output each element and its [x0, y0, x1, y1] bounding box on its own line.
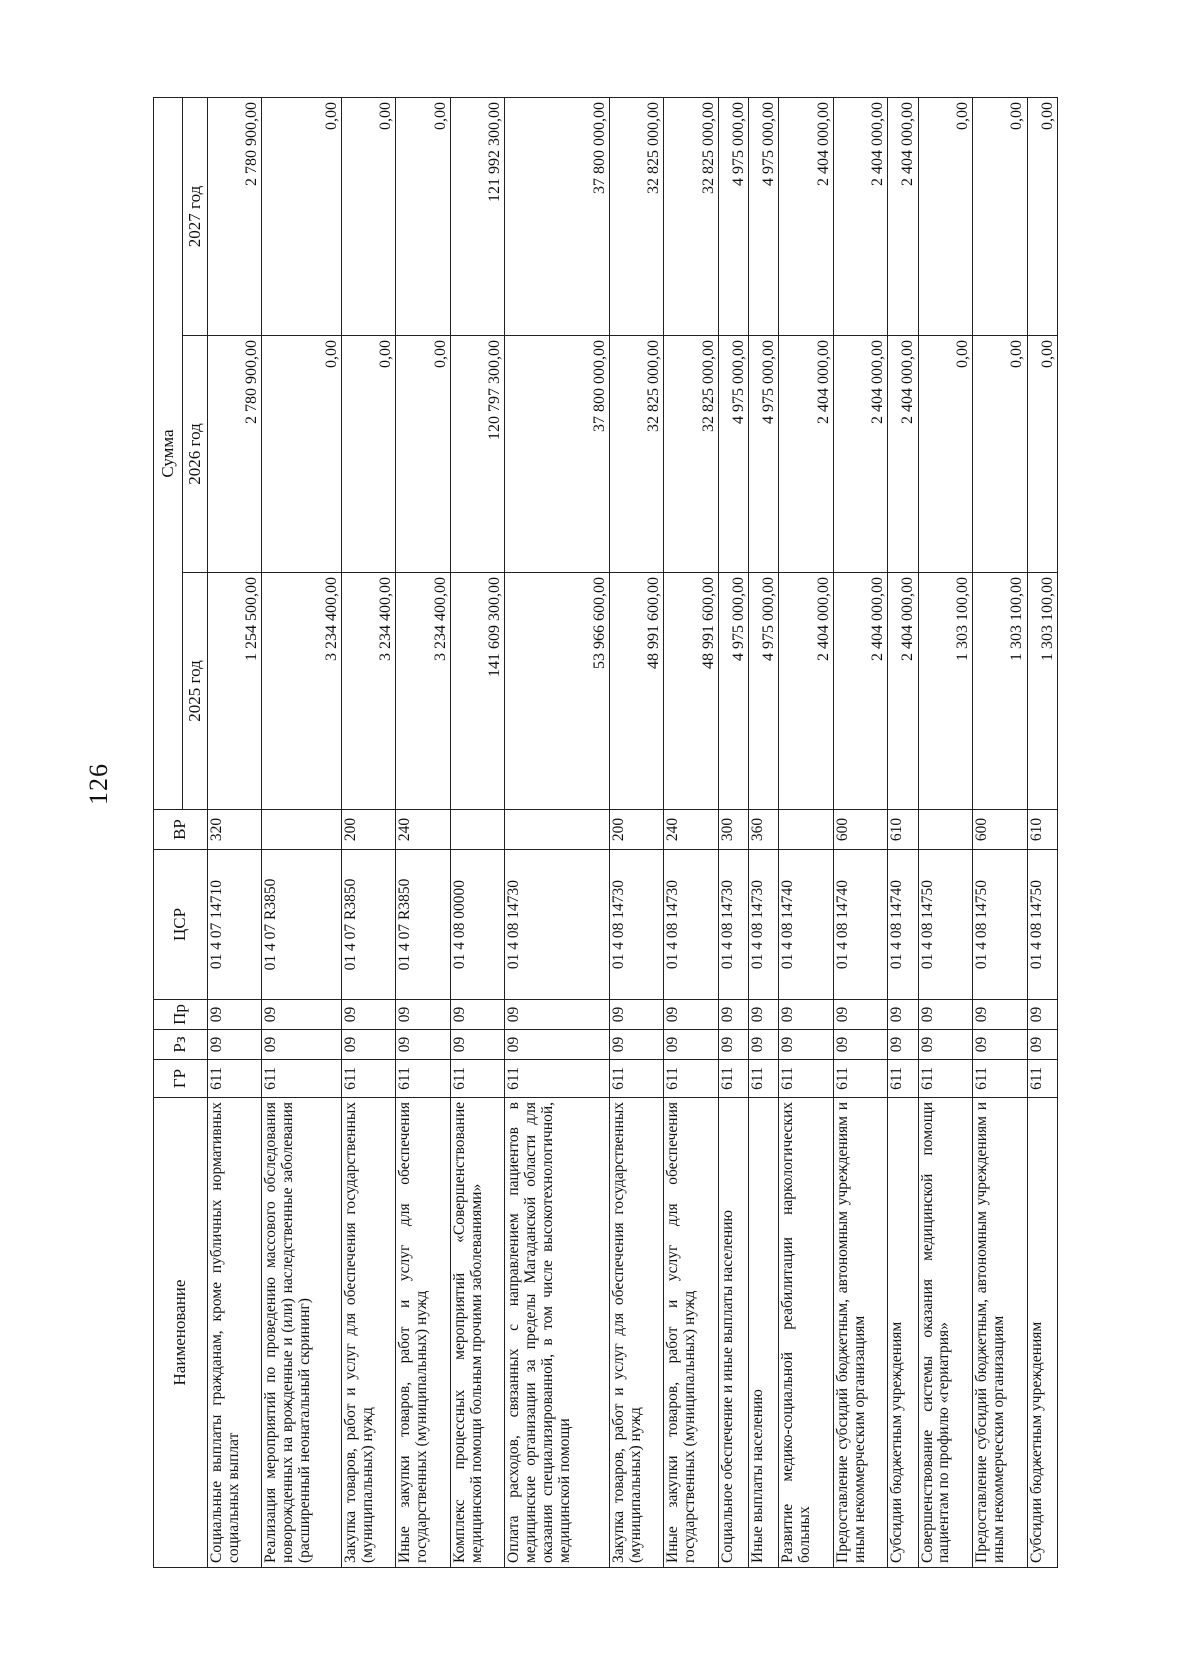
- cell-gr: 611: [664, 1060, 718, 1098]
- budget-table: [153, 97, 1058, 1568]
- cell-gr: 611: [749, 1060, 779, 1098]
- table-row: [749, 98, 779, 1568]
- cell-2027: 0,00: [973, 98, 1027, 336]
- table-row: [609, 98, 663, 1568]
- cell-name: Иные закупки товаров, работ и услуг для обеспечения государственных (муниципальных) нужд: [396, 1098, 450, 1568]
- cell-pr: 09: [505, 1000, 609, 1030]
- cell-2027: 2 780 900,00: [208, 98, 262, 336]
- cell-csr: 01 4 07 14710: [208, 850, 262, 1000]
- cell-gr: 611: [888, 1060, 918, 1098]
- cell-rz: 09: [918, 1030, 972, 1060]
- table-row: [718, 98, 748, 1568]
- cell-rz: 09: [888, 1030, 918, 1060]
- header-gr: ГР: [154, 1060, 208, 1098]
- cell-2027: 0,00: [1027, 98, 1057, 336]
- cell-vr: 200: [341, 810, 395, 850]
- cell-2025: 53 966 600,00: [505, 573, 609, 810]
- cell-rz: 09: [973, 1030, 1027, 1060]
- cell-name: Иные выплаты населению: [749, 1098, 779, 1568]
- rotated-page-content: [153, 98, 1058, 1568]
- header-csr: ЦСР: [154, 850, 208, 1000]
- cell-2025: 3 234 400,00: [396, 573, 450, 810]
- table-row: [341, 98, 395, 1568]
- table-body: [208, 98, 1058, 1568]
- cell-2027: 4 975 000,00: [718, 98, 748, 336]
- cell-rz: 09: [450, 1030, 504, 1060]
- table-row: [833, 98, 887, 1568]
- cell-name: Совершенствование системы оказания медицинской помощи пациентам по профилю «гериатрия»: [918, 1098, 972, 1568]
- cell-csr: 01 4 08 14740: [833, 850, 887, 1000]
- table-row: [779, 98, 833, 1568]
- cell-pr: 09: [718, 1000, 748, 1030]
- header-2027: 2027 год: [183, 98, 208, 336]
- cell-rz: 09: [749, 1030, 779, 1060]
- cell-csr: 01 4 07 R3850: [262, 850, 341, 1000]
- cell-name: Предоставление субсидий бюджетным, автономным учреждениям и иным некоммерческим организациям: [973, 1098, 1027, 1568]
- cell-2027: 2 404 000,00: [888, 98, 918, 336]
- cell-name: Развитие медико-социальной реабилитации наркологических больных: [779, 1098, 833, 1568]
- cell-name: Иные закупки товаров, работ и услуг для обеспечения государственных (муниципальных) нужд: [664, 1098, 718, 1568]
- cell-gr: 611: [918, 1060, 972, 1098]
- cell-2027: 0,00: [396, 98, 450, 336]
- cell-2025: 3 234 400,00: [262, 573, 341, 810]
- cell-2026: 0,00: [341, 336, 395, 573]
- table-row: [262, 98, 341, 1568]
- cell-vr: [918, 810, 972, 850]
- cell-pr: 09: [779, 1000, 833, 1030]
- cell-csr: 01 4 07 R3850: [396, 850, 450, 1000]
- cell-2025: 1 303 100,00: [1027, 573, 1057, 810]
- table-header-row: [154, 98, 183, 1568]
- cell-rz: 09: [609, 1030, 663, 1060]
- cell-pr: 09: [341, 1000, 395, 1030]
- cell-rz: 09: [505, 1030, 609, 1060]
- cell-csr: 01 4 08 14740: [779, 850, 833, 1000]
- cell-name: Закупка товаров, работ и услуг для обеспечения государственных (муниципальных) нужд: [609, 1098, 663, 1568]
- cell-2025: 48 991 600,00: [664, 573, 718, 810]
- cell-csr: 01 4 07 R3850: [341, 850, 395, 1000]
- cell-gr: 611: [973, 1060, 1027, 1098]
- header-pr: Пр: [154, 1000, 208, 1030]
- cell-pr: 09: [396, 1000, 450, 1030]
- cell-2027: 2 404 000,00: [833, 98, 887, 336]
- cell-rz: 09: [396, 1030, 450, 1060]
- cell-vr: 240: [396, 810, 450, 850]
- cell-name: Социальное обеспечение и иные выплаты населению: [718, 1098, 748, 1568]
- cell-csr: 01 4 08 14750: [1027, 850, 1057, 1000]
- cell-csr: 01 4 08 14730: [664, 850, 718, 1000]
- cell-2026: 4 975 000,00: [718, 336, 748, 573]
- cell-vr: [450, 810, 504, 850]
- table-row: [450, 98, 504, 1568]
- cell-2026: 37 800 000,00: [505, 336, 609, 573]
- cell-rz: 09: [779, 1030, 833, 1060]
- cell-name: Социальные выплаты гражданам, кроме публичных нормативных социальных выплат: [208, 1098, 262, 1568]
- header-2025: 2025 год: [183, 573, 208, 810]
- cell-name: Субсидии бюджетным учреждениям: [1027, 1098, 1057, 1568]
- cell-gr: 611: [609, 1060, 663, 1098]
- cell-2026: 32 825 000,00: [609, 336, 663, 573]
- cell-gr: 611: [341, 1060, 395, 1098]
- cell-vr: 320: [208, 810, 262, 850]
- cell-vr: 610: [1027, 810, 1057, 850]
- cell-name: Субсидии бюджетным учреждениям: [888, 1098, 918, 1568]
- cell-vr: 300: [718, 810, 748, 850]
- cell-2025: 48 991 600,00: [609, 573, 663, 810]
- cell-vr: 360: [749, 810, 779, 850]
- cell-gr: 611: [396, 1060, 450, 1098]
- cell-gr: 611: [833, 1060, 887, 1098]
- cell-csr: 01 4 08 14730: [718, 850, 748, 1000]
- cell-vr: 600: [973, 810, 1027, 850]
- cell-gr: 611: [718, 1060, 748, 1098]
- cell-2026: 4 975 000,00: [749, 336, 779, 573]
- header-vr: ВР: [154, 810, 208, 850]
- cell-pr: 09: [208, 1000, 262, 1030]
- cell-2026: 2 780 900,00: [208, 336, 262, 573]
- cell-csr: 01 4 08 14750: [918, 850, 972, 1000]
- cell-2025: 1 303 100,00: [973, 573, 1027, 810]
- cell-2027: 4 975 000,00: [749, 98, 779, 336]
- cell-csr: 01 4 08 00000: [450, 850, 504, 1000]
- header-name: Наименование: [154, 1098, 208, 1568]
- page-number: 126: [84, 763, 113, 805]
- cell-rz: 09: [341, 1030, 395, 1060]
- cell-pr: 09: [1027, 1000, 1057, 1030]
- cell-vr: [505, 810, 609, 850]
- cell-pr: 09: [664, 1000, 718, 1030]
- cell-name: Предоставление субсидий бюджетным, автономным учреждениям и иным некоммерческим организациям: [833, 1098, 887, 1568]
- cell-vr: [262, 810, 341, 850]
- table-row: [1027, 98, 1057, 1568]
- cell-pr: 09: [973, 1000, 1027, 1030]
- header-sum: Сумма: [154, 98, 183, 810]
- cell-pr: 09: [609, 1000, 663, 1030]
- cell-vr: 200: [609, 810, 663, 850]
- cell-2027: 32 825 000,00: [609, 98, 663, 336]
- cell-rz: 09: [664, 1030, 718, 1060]
- cell-2027: 0,00: [918, 98, 972, 336]
- table-row: [664, 98, 718, 1568]
- cell-name: Оплата расходов, связанных с направлением пациентов в медицинские организации за пределы Магаданской области для оказания специализированной, в том числе высокотехнологичной, медицинской помощи: [505, 1098, 609, 1568]
- cell-2026: 0,00: [918, 336, 972, 573]
- cell-csr: 01 4 08 14740: [888, 850, 918, 1000]
- cell-2027: 32 825 000,00: [664, 98, 718, 336]
- table-row: [918, 98, 972, 1568]
- cell-rz: 09: [718, 1030, 748, 1060]
- cell-gr: 611: [208, 1060, 262, 1098]
- cell-pr: 09: [749, 1000, 779, 1030]
- cell-2026: 0,00: [973, 336, 1027, 573]
- cell-2027: 37 800 000,00: [505, 98, 609, 336]
- cell-2026: 32 825 000,00: [664, 336, 718, 573]
- cell-2026: 0,00: [1027, 336, 1057, 573]
- cell-2025: 141 609 300,00: [450, 573, 504, 810]
- header-rz: Рз: [154, 1030, 208, 1060]
- cell-rz: 09: [833, 1030, 887, 1060]
- cell-gr: 611: [1027, 1060, 1057, 1098]
- cell-2025: 4 975 000,00: [749, 573, 779, 810]
- cell-rz: 09: [262, 1030, 341, 1060]
- cell-pr: 09: [262, 1000, 341, 1030]
- cell-vr: [779, 810, 833, 850]
- cell-2025: 2 404 000,00: [888, 573, 918, 810]
- cell-name: Комплекс процессных мероприятий «Совершенствование медицинской помощи больным прочими заболеваниями»: [450, 1098, 504, 1568]
- cell-2027: 2 404 000,00: [779, 98, 833, 336]
- cell-name: Закупка товаров, работ и услуг для обеспечения государственных (муниципальных) нужд: [341, 1098, 395, 1568]
- cell-rz: 09: [208, 1030, 262, 1060]
- cell-pr: 09: [450, 1000, 504, 1030]
- cell-2026: 2 404 000,00: [888, 336, 918, 573]
- cell-gr: 611: [505, 1060, 609, 1098]
- cell-rz: 09: [1027, 1030, 1057, 1060]
- cell-2025: 1 254 500,00: [208, 573, 262, 810]
- cell-2026: 2 404 000,00: [779, 336, 833, 573]
- cell-gr: 611: [779, 1060, 833, 1098]
- cell-2025: 2 404 000,00: [779, 573, 833, 810]
- cell-pr: 09: [833, 1000, 887, 1030]
- cell-vr: 240: [664, 810, 718, 850]
- cell-vr: 600: [833, 810, 887, 850]
- cell-pr: 09: [888, 1000, 918, 1030]
- header-2026: 2026 год: [183, 336, 208, 573]
- cell-2027: 121 992 300,00: [450, 98, 504, 336]
- cell-csr: 01 4 08 14750: [973, 850, 1027, 1000]
- cell-gr: 611: [450, 1060, 504, 1098]
- cell-2027: 0,00: [341, 98, 395, 336]
- cell-gr: 611: [262, 1060, 341, 1098]
- cell-2026: 120 797 300,00: [450, 336, 504, 573]
- cell-2025: 1 303 100,00: [918, 573, 972, 810]
- cell-pr: 09: [918, 1000, 972, 1030]
- cell-2025: 2 404 000,00: [833, 573, 887, 810]
- table-row: [973, 98, 1027, 1568]
- cell-csr: 01 4 08 14730: [749, 850, 779, 1000]
- cell-csr: 01 4 08 14730: [609, 850, 663, 1000]
- table-row: [505, 98, 609, 1568]
- cell-2027: 0,00: [262, 98, 341, 336]
- cell-2025: 4 975 000,00: [718, 573, 748, 810]
- cell-2026: 0,00: [396, 336, 450, 573]
- cell-2025: 3 234 400,00: [341, 573, 395, 810]
- cell-vr: 610: [888, 810, 918, 850]
- cell-name: Реализация мероприятий по проведению массового обследования новорожденных на врожденные и (или) наследственные заболевания (расширенный неонатальный скрининг): [262, 1098, 341, 1568]
- table-row: [888, 98, 918, 1568]
- table-row: [396, 98, 450, 1568]
- cell-2026: 0,00: [262, 336, 341, 573]
- cell-2026: 2 404 000,00: [833, 336, 887, 573]
- cell-csr: 01 4 08 14730: [505, 850, 609, 1000]
- table-row: [208, 98, 262, 1568]
